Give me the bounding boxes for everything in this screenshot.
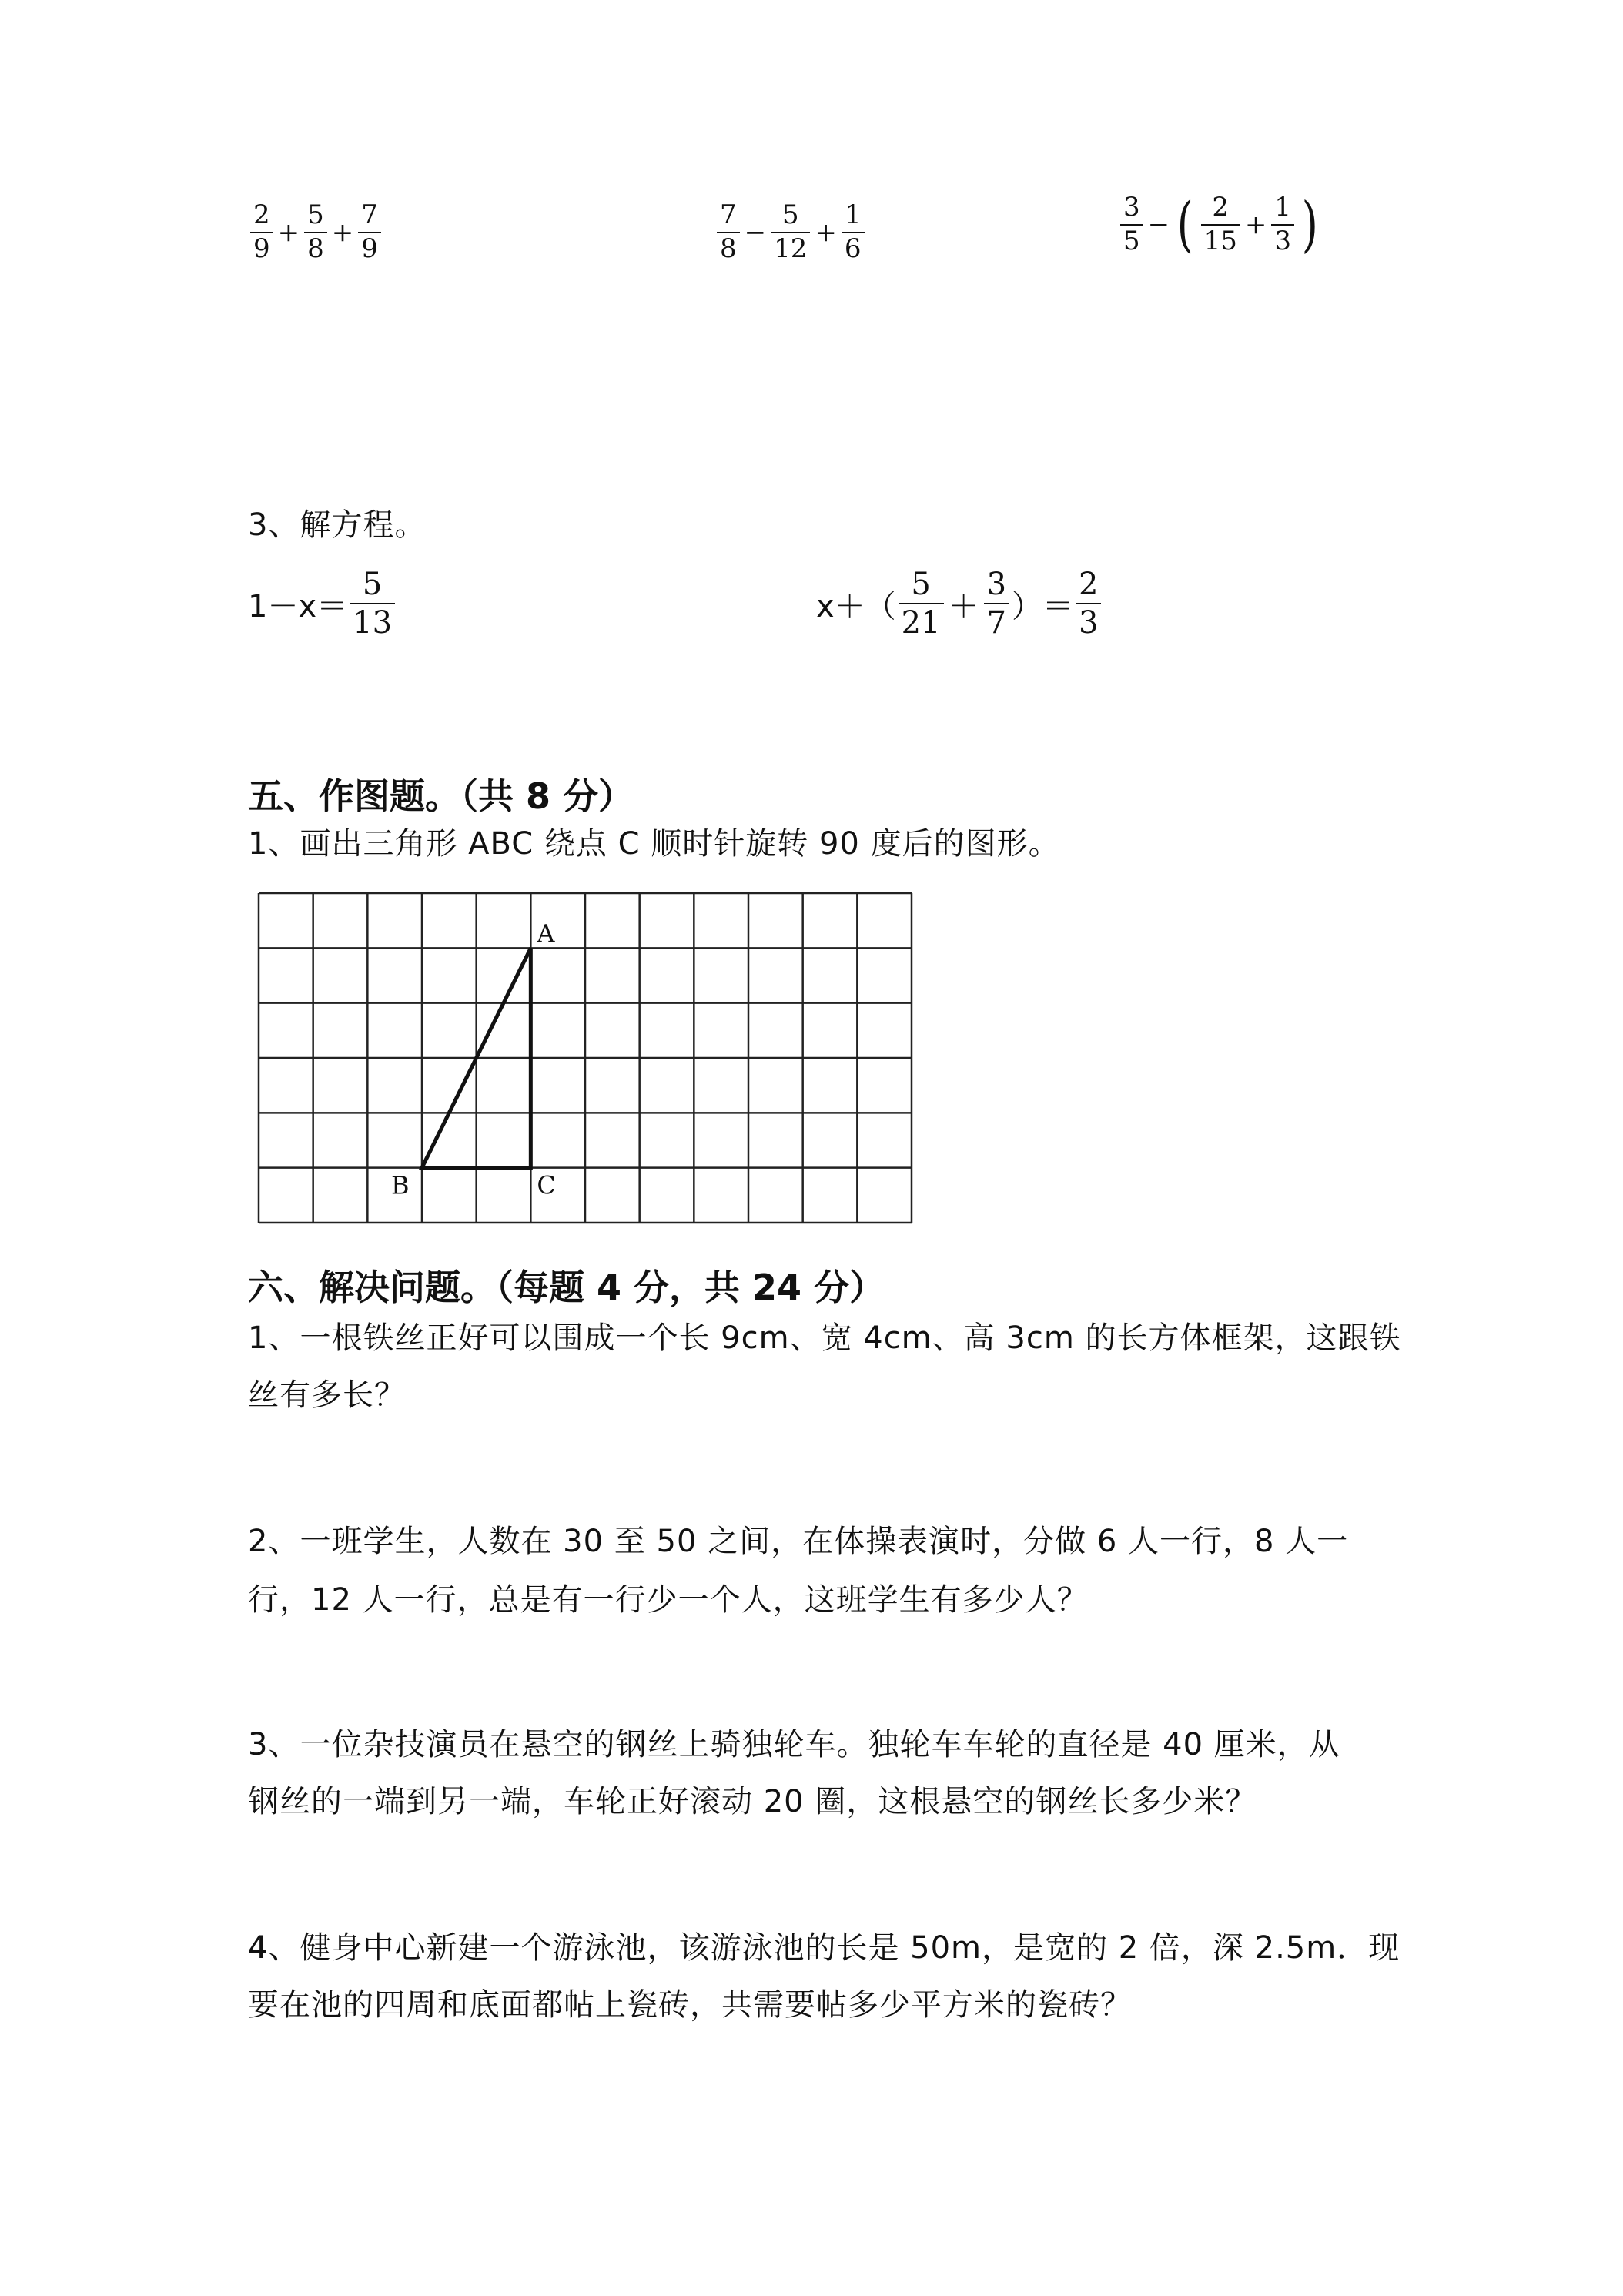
fraction: $\frac{3}{7}$ <box>984 568 1009 639</box>
calc-expression-2 <box>714 199 867 264</box>
problem-3-line-2: 钢丝的一端到另一端，车轮正好滚动 20 圈，这根悬空的钢丝长多少米？ <box>248 1784 1257 1819</box>
fraction: $\frac{2}{15}$ <box>1201 194 1240 255</box>
fraction: $\frac{7}{9}$ <box>358 202 381 263</box>
equation-2 <box>816 568 1103 639</box>
equation-rhs-prefix: ）＝ <box>1012 588 1074 624</box>
fraction: $\frac{5}{13}$ <box>350 568 395 639</box>
operator: − <box>744 216 767 248</box>
problem-2-line-2: 行，12 人一行，总是有一行少一个人，这班学生有多少人？ <box>248 1582 1089 1618</box>
section-5-heading: 五、作图题。（共 8 分） <box>248 775 634 817</box>
section-5-question-1: 1、画出三角形 ABC 绕点 C 顺时针旋转 90 度后的图形。 <box>248 826 1060 862</box>
equation-1 <box>248 568 397 639</box>
fraction: $\frac{1}{6}$ <box>842 202 865 263</box>
fraction: $\frac{3}{5}$ <box>1120 194 1143 255</box>
operator: + <box>331 216 354 248</box>
fraction: $\frac{2}{9}$ <box>250 202 273 263</box>
problem-3-line-1: 3、一位杂技演员在悬空的钢丝上骑独轮车。独轮车车轮的直径是 40 厘米，从 <box>248 1727 1340 1762</box>
fraction: $\frac{5}{12}$ <box>771 202 810 263</box>
grid-figure <box>256 890 915 1226</box>
fraction: $\frac{1}{3}$ <box>1271 194 1294 255</box>
calc-expression-3 <box>1118 189 1323 259</box>
problem-1-line-2: 丝有多长？ <box>248 1377 406 1413</box>
operator: + <box>1244 209 1267 240</box>
calc-expression-1 <box>248 199 383 264</box>
equations-title: 3、解方程。 <box>248 507 427 543</box>
point-label-a: A <box>537 919 555 949</box>
problem-1-line-1: 1、一根铁丝正好可以围成一个长 9cm、宽 4cm、高 3cm 的长方体框架，这跟铁 <box>248 1320 1401 1356</box>
operator: ＋ <box>948 588 979 624</box>
right-parenthesis: ) <box>1301 189 1318 259</box>
problem-4-line-2: 要在池的四周和底面都帖上瓷砖，共需要帖多少平方米的瓷砖？ <box>248 1987 1132 2023</box>
problem-4-line-1: 4、健身中心新建一个游泳池，该游泳池的长是 50m，是宽的 2 倍，深 2.5m．现 <box>248 1930 1400 1966</box>
operator: + <box>277 216 300 248</box>
operator: + <box>815 216 837 248</box>
equation-lhs: 1－x＝ <box>248 588 348 624</box>
fraction: $\frac{5}{21}$ <box>899 568 944 639</box>
operator: − <box>1147 209 1170 240</box>
point-label-c: C <box>537 1170 556 1200</box>
section-6-heading: 六、解决问题。（每题 4 分，共 24 分） <box>248 1267 885 1308</box>
fraction: $\frac{5}{8}$ <box>304 202 327 263</box>
fraction: $\frac{2}{3}$ <box>1076 568 1101 639</box>
rotation-grid <box>256 890 915 1226</box>
equation-lhs: x＋（ <box>816 588 896 624</box>
problem-2-line-1: 2、一班学生，人数在 30 至 50 之间，在体操表演时，分做 6 人一行，8 人一 <box>248 1524 1349 1559</box>
left-parenthesis: ( <box>1176 189 1194 259</box>
point-label-b: B <box>391 1170 410 1200</box>
fraction: $\frac{7}{8}$ <box>717 202 740 263</box>
